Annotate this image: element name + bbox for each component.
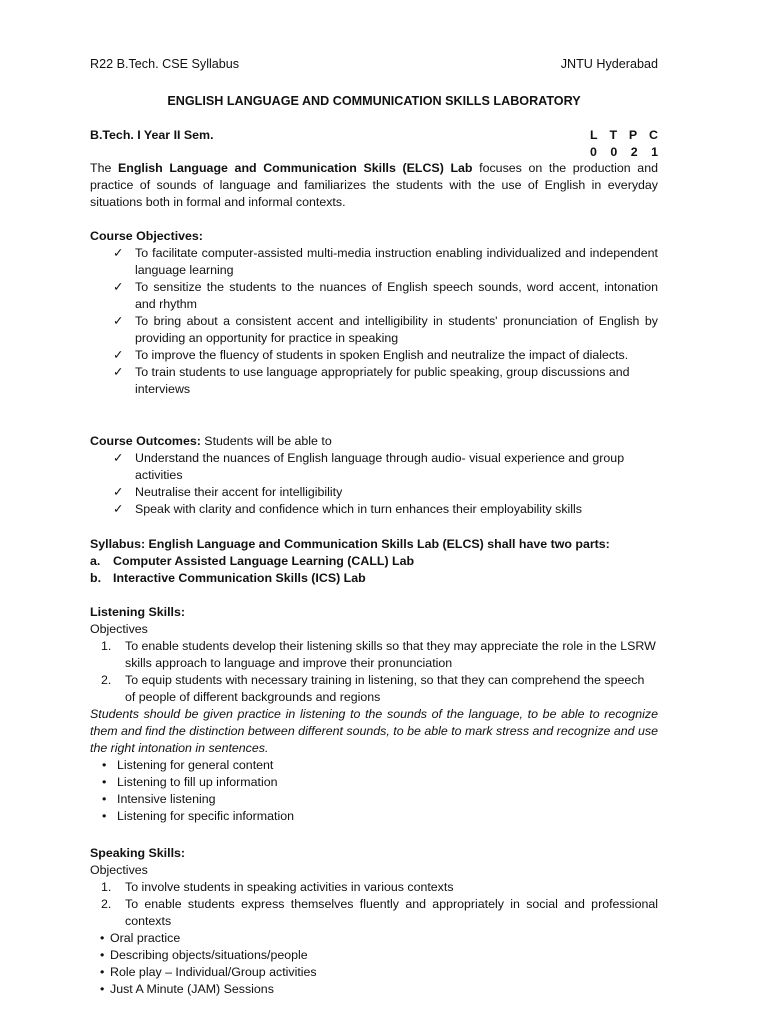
- bullet-icon: •: [102, 758, 107, 772]
- listening-bullet: [90, 808, 658, 825]
- part-text: Computer Assisted Language Learning (CALL) Lab: [113, 554, 415, 568]
- intro-lab-name: English Language and Communication Skills (ELCS) Lab: [118, 161, 473, 175]
- speaking-bullet: [90, 981, 658, 998]
- check-icon: ✓: [113, 246, 124, 260]
- speaking-objective: [90, 896, 658, 930]
- listening-bullet-text: Listening for general content: [117, 758, 274, 772]
- check-icon: ✓: [113, 280, 124, 294]
- speaking-objective-text: To involve students in speaking activities in various contexts: [125, 880, 454, 894]
- part-marker: b.: [90, 571, 102, 585]
- ltpc-label-p: P: [628, 128, 638, 142]
- listening-section: [90, 604, 658, 825]
- page-title: ENGLISH LANGUAGE AND COMMUNICATION SKILLS LABORATORY: [167, 94, 581, 108]
- speaking-bullet: [90, 964, 658, 981]
- speaking-bullet-text: Role play – Individual/Group activities: [110, 965, 317, 979]
- part-marker: a.: [90, 554, 101, 568]
- bullet-icon: •: [100, 965, 105, 979]
- objective-text: To sensitize the students to the nuances of English speech sounds, word accent, intonation and rhythm: [135, 280, 658, 311]
- speaking-bullet: [90, 930, 658, 947]
- intro-text-pre: The: [90, 161, 118, 175]
- listening-heading: Listening Skills:: [90, 605, 186, 619]
- outcome-text: Speak with clarity and confidence which in turn enhances their employability skills: [135, 502, 582, 516]
- speaking-bullet-text: Describing objects/situations/people: [110, 948, 308, 962]
- bullet-icon: •: [102, 792, 107, 806]
- ltpc-value-p: 2: [630, 145, 638, 159]
- part-text: Interactive Communication Skills (ICS) Lab: [113, 571, 366, 585]
- ltpc-value-l: 0: [590, 145, 597, 159]
- speaking-bullet-text: Just A Minute (JAM) Sessions: [110, 982, 274, 996]
- outcome-item: [90, 450, 658, 484]
- listening-objective: [90, 638, 658, 672]
- course-objectives-section: [90, 228, 658, 398]
- ltpc-labels: [590, 127, 658, 144]
- listening-objective-text: To enable students develop their listening skills so that they may appreciate the role in the LSRW skills approach to language and improve their pronunciation: [125, 639, 656, 670]
- listening-bullet: [90, 774, 658, 791]
- intro-paragraph: [90, 160, 658, 211]
- syllabus-section: [90, 536, 658, 587]
- ltpc-value-t: 0: [610, 145, 618, 159]
- syllabus-part: [90, 570, 658, 587]
- ltpc-value-c: 1: [651, 145, 658, 159]
- course-outcomes-section: [90, 433, 658, 518]
- speaking-heading: Speaking Skills:: [90, 846, 186, 860]
- bullet-icon: •: [100, 982, 105, 996]
- ltpc-label-t: T: [609, 128, 618, 142]
- syllabus-part: [90, 553, 658, 570]
- item-number: 2.: [101, 897, 112, 911]
- course-outcomes-heading-line: [90, 433, 658, 450]
- speaking-objective-text: To enable students express themselves fluently and appropriately in social and professional contexts: [125, 897, 658, 928]
- objective-item: [90, 279, 658, 313]
- listening-bullet-text: Listening for specific information: [117, 809, 294, 823]
- listening-note: Students should be given practice in listening to the sounds of the language, to be able to recognize them and find the distinction between different sounds, to be able to mark stress and recognize and use the right intonation in sentences.: [90, 707, 658, 755]
- ltpc-table: [590, 127, 658, 161]
- objective-text: To train students to use language appropriately for public speaking, group discussions and interviews: [135, 365, 630, 396]
- course-outcomes-lead: Students will be able to: [200, 434, 332, 448]
- outcome-text: Understand the nuances of English language through audio- visual experience and group activities: [135, 451, 625, 482]
- listening-objective-text: To equip students with necessary training in listening, so that they can comprehend the speech of people of different backgrounds and regions: [125, 673, 645, 704]
- ltpc-label-l: L: [590, 128, 598, 142]
- outcome-item: [90, 484, 658, 501]
- check-icon: ✓: [113, 502, 124, 516]
- speaking-bullet-text: Oral practice: [110, 931, 181, 945]
- objective-item: [90, 245, 658, 279]
- objective-text: To facilitate computer-assisted multi-media instruction enabling individualized and independent language learning: [135, 246, 658, 277]
- listening-objectives-label: Objectives: [90, 622, 148, 636]
- bullet-icon: •: [100, 931, 105, 945]
- header-university: JNTU Hyderabad: [560, 57, 658, 71]
- semester-label: B.Tech. I Year II Sem.: [90, 128, 214, 142]
- check-icon: ✓: [113, 314, 124, 328]
- objective-item: [90, 364, 658, 398]
- listening-bullet: [90, 757, 658, 774]
- listening-bullet-text: Listening to fill up information: [117, 775, 278, 789]
- speaking-objective: [90, 879, 658, 896]
- check-icon: ✓: [113, 451, 124, 465]
- bullet-icon: •: [100, 948, 105, 962]
- outcome-item: [90, 501, 658, 518]
- check-icon: ✓: [113, 485, 124, 499]
- speaking-bullet: [90, 947, 658, 964]
- speaking-section: [90, 845, 658, 998]
- outcome-text: Neutralise their accent for intelligibility: [135, 485, 343, 499]
- item-number: 2.: [101, 673, 112, 687]
- course-objectives-heading: Course Objectives:: [90, 229, 203, 243]
- listening-objective: [90, 672, 658, 706]
- objective-text: To bring about a consistent accent and intelligibility in students' pronunciation of English by providing an opportunity for practice in speaking: [135, 314, 658, 345]
- objective-item: [90, 347, 658, 364]
- item-number: 1.: [101, 880, 112, 894]
- ltpc-values: [590, 144, 658, 161]
- course-outcomes-heading: Course Outcomes:: [90, 434, 201, 448]
- item-number: 1.: [101, 639, 112, 653]
- listening-bullet: [90, 791, 658, 808]
- check-icon: ✓: [113, 365, 124, 379]
- check-icon: ✓: [113, 348, 124, 362]
- objective-item: [90, 313, 658, 347]
- bullet-icon: •: [102, 775, 107, 789]
- intro-text-post: focuses on the production and practice of sounds of language and familiarizes the students with the use of English in everyday situations both in formal and informal contexts.: [90, 161, 658, 209]
- objective-text: To improve the fluency of students in spoken English and neutralize the impact of dialects.: [135, 348, 629, 362]
- header-course: R22 B.Tech. CSE Syllabus: [90, 57, 240, 71]
- bullet-icon: •: [102, 809, 107, 823]
- listening-bullet-text: Intensive listening: [117, 792, 216, 806]
- ltpc-label-c: C: [649, 128, 658, 142]
- speaking-objectives-label: Objectives: [90, 863, 148, 877]
- syllabus-heading: Syllabus: English Language and Communication Skills Lab (ELCS) shall have two parts:: [90, 537, 610, 551]
